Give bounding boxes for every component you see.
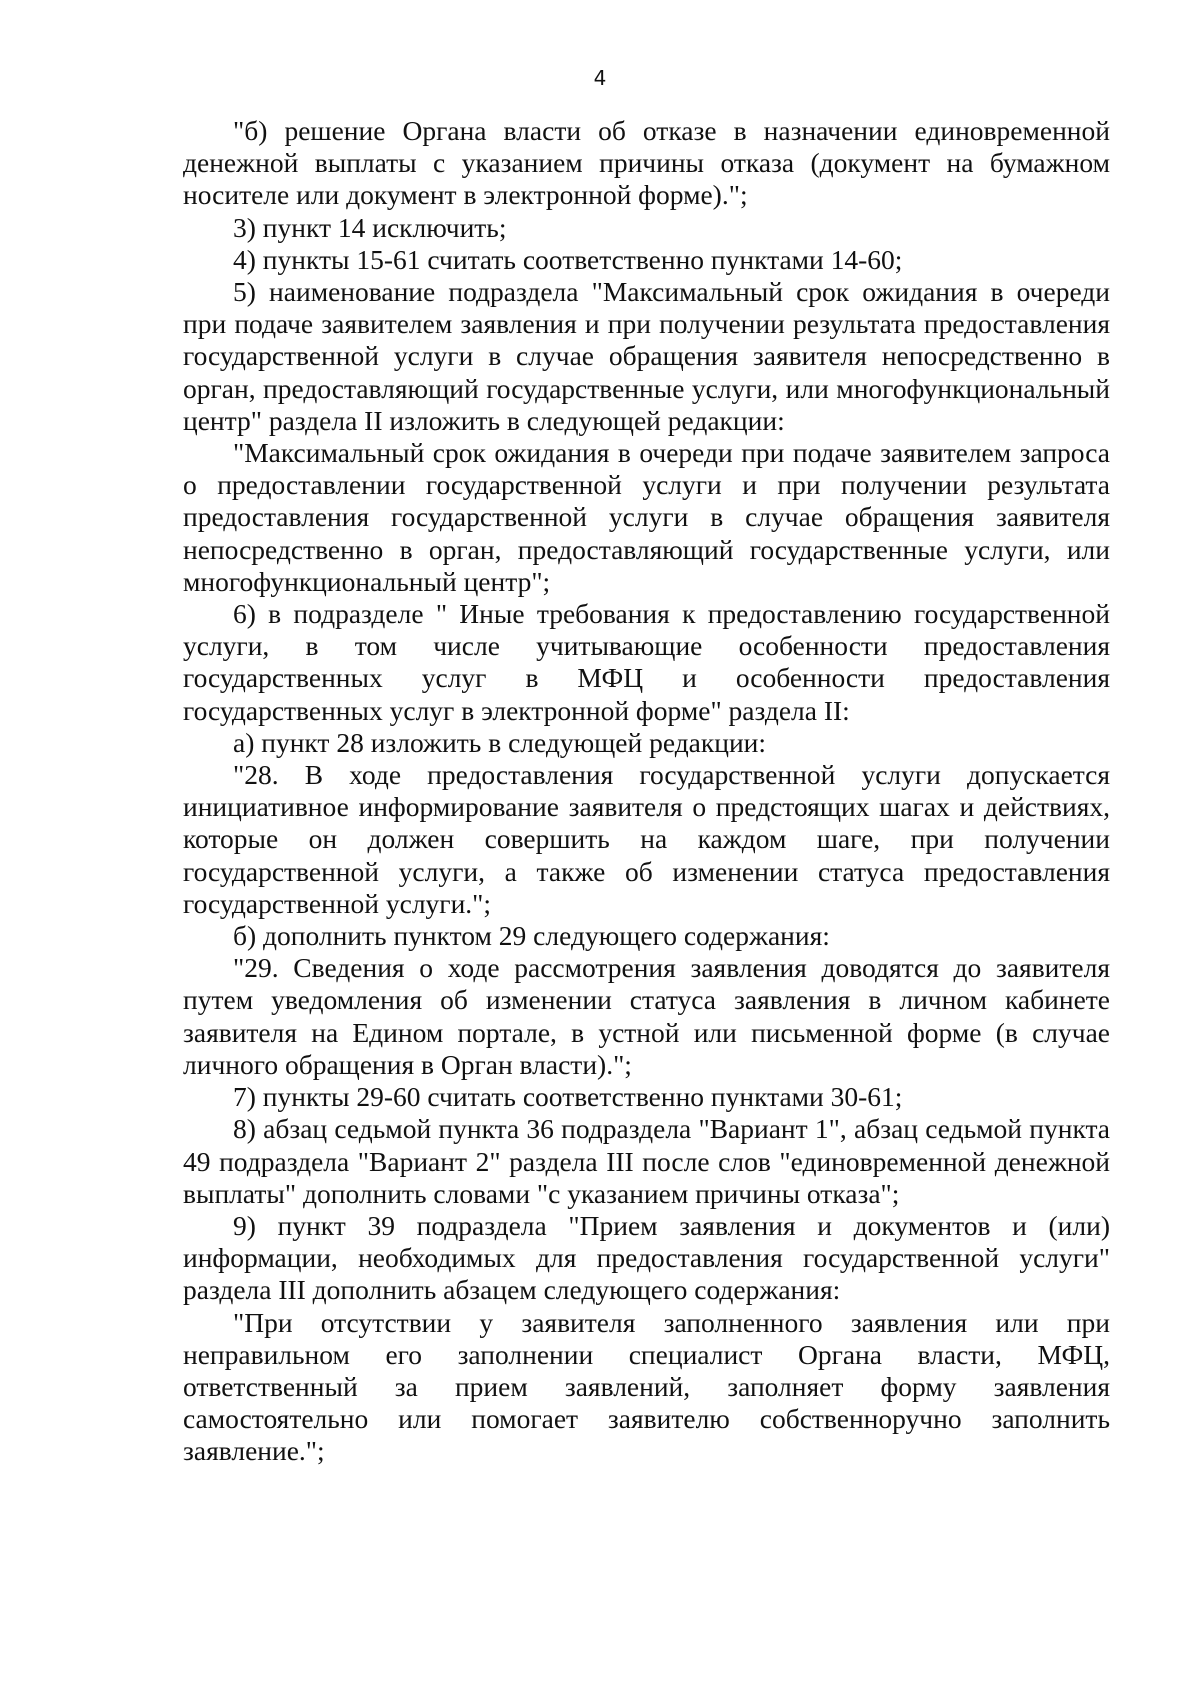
paragraph: 9) пункт 39 подраздела "Прием заявления и документов и (или) информации, необходимых для предоставления государственной услуги" раздела III дополнить абзацем следующего содержания: [183, 1209, 1110, 1306]
paragraph: 6) в подразделе " Иные требования к предоставлению государственной услуги, в том числе учитывающие особенности предоставления государственных услуг в МФЦ и особенности предоставления государственных услуг в электронной форме" раздела II: [183, 598, 1110, 726]
paragraph: 4) пункты 15-61 считать соответственно пунктами 14-60; [233, 243, 903, 275]
paragraph: "29. Сведения о ходе рассмотрения заявления доводятся до заявителя путем уведомления об изменении статуса заявления в личном кабинете заявителя на Едином портале, в устной или письменной форме (в случае личного обращения в Орган власти)."; [183, 952, 1110, 1080]
document-body [183, 115, 1110, 1468]
paragraph: "Максимальный срок ожидания в очереди при подаче заявителем запроса о предоставлении государственной услуги и при получении результата предоставления государственной услуги в случае обращения заявителя непосредственно в орган, предоставляющий государственные услуги, или многофункциональный центр"; [183, 437, 1110, 597]
paragraph: 3) пункт 14 исключить; [233, 211, 507, 243]
paragraph: 7) пункты 29-60 считать соответственно пунктами 30-61; [233, 1081, 903, 1113]
paragraph: 5) наименование подраздела "Максимальный срок ожидания в очереди при подаче заявителем заявления и при получении результата предоставления государственной услуги в случае обращения заявителя непосредственно в орган, предоставляющий государственные услуги, или многофункциональный центр" раздела II изложить в следующей редакции: [183, 276, 1110, 436]
paragraph: "28. В ходе предоставления государственной услуги допускается инициативное информирование заявителя о предстоящих шагах и действиях, которые он должен совершить на каждом шаге, при получении государственной услуги, а также об изменении статуса предоставления государственной услуги."; [183, 759, 1110, 919]
paragraph: "б) решение Органа власти об отказе в назначении единовременной денежной выплаты с указанием причины отказа (документ на бумажном носителе или документ в электронной форме)."; [183, 115, 1110, 211]
paragraph: б) дополнить пунктом 29 следующего содержания: [233, 920, 830, 952]
page-number: 4 [593, 66, 607, 90]
paragraph: "При отсутствии у заявителя заполненного заявления или при неправильном его заполнении специалист Органа власти, МФЦ, ответственный за прием заявлений, заполняет форму заявления самостоятельно или помогает заявителю собственноручно заполнить заявление."; [183, 1306, 1110, 1467]
paragraph: а) пункт 28 изложить в следующей редакции: [233, 726, 767, 758]
paragraph: 8) абзац седьмой пункта 36 подраздела "Вариант 1", абзац седьмой пункта 49 подраздела "Вариант 2" раздела III после слов "единовременной денежной выплаты" дополнить словами "с указанием причины отказа"; [183, 1113, 1110, 1209]
